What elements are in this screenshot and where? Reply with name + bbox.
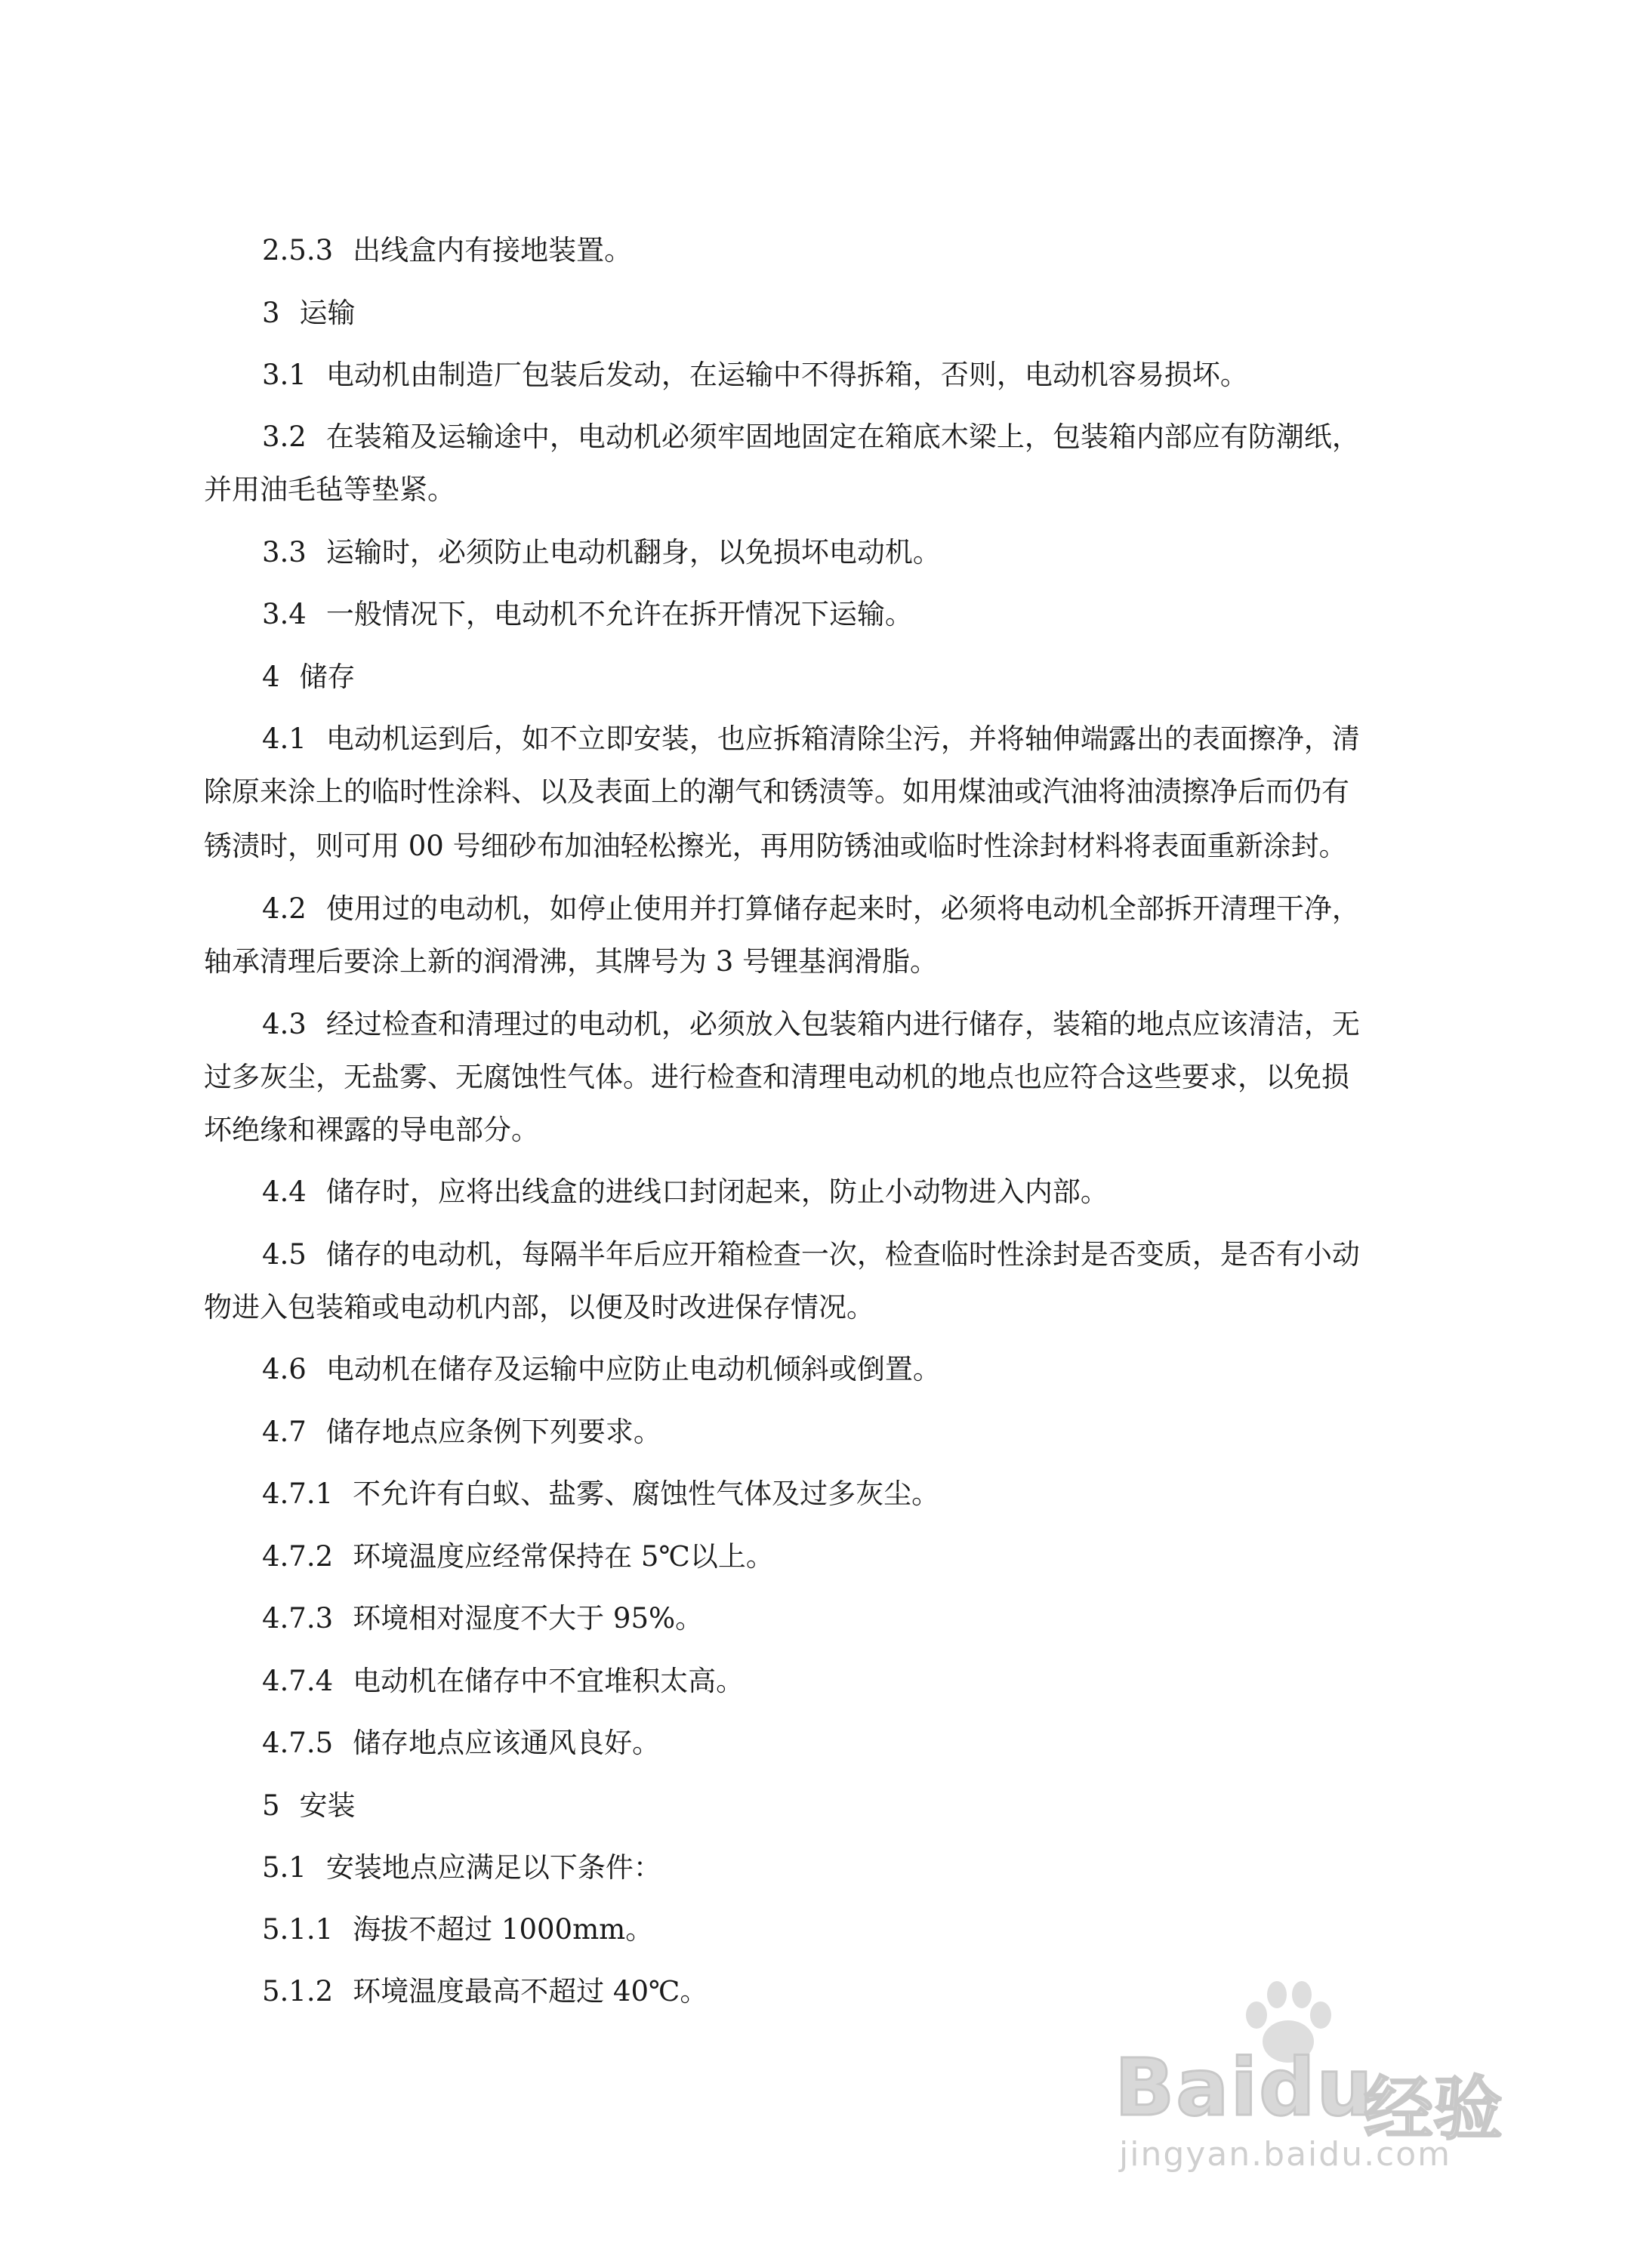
numbered-line <box>262 1008 1360 1041</box>
section-number: 5.1.1 <box>262 1913 334 1946</box>
section-number: 4.7.2 <box>262 1540 334 1573</box>
line-text: 环境相对湿度不大于 95%。 <box>353 1602 704 1635</box>
numbered-line <box>262 234 632 267</box>
continuation-line <box>204 1061 1349 1094</box>
line-text: 运输 <box>299 297 356 329</box>
line-text: 电动机在储存及运输中应防止电动机倾斜或倒置。 <box>325 1353 941 1385</box>
numbered-line <box>262 1416 661 1449</box>
line-text: 环境温度最高不超过 40℃。 <box>353 1975 708 2008</box>
continuation-line <box>204 830 1347 863</box>
continuation-line <box>204 1291 874 1324</box>
line-text: 安装 <box>299 1789 356 1822</box>
section-number: 3.3 <box>262 536 307 569</box>
watermark-cn: 经验 <box>1364 2069 1503 2149</box>
watermark-url: jingyan.baidu.com <box>1119 2135 1452 2174</box>
section-number: 3 <box>262 297 280 329</box>
numbered-line <box>262 1602 703 1635</box>
section-number: 4 <box>262 661 280 693</box>
section-number: 5.1.2 <box>262 1975 334 2008</box>
baidu-jingyan-watermark <box>1115 1974 1522 2185</box>
line-text: 物进入包装箱或电动机内部，以便及时改进保存情况。 <box>204 1291 874 1324</box>
section-number: 4.7.4 <box>262 1665 334 1697</box>
line-text: 经过检查和清理过的电动机，必须放入包装箱内进行储存，装箱的地点应该清洁，无 <box>325 1008 1360 1040</box>
line-text: 轴承清理后要涂上新的润滑沸，其牌号为 3 号锂基润滑脂。 <box>204 945 939 978</box>
line-text: 过多灰尘，无盐雾、无腐蚀性气体。进行检查和清理电动机的地点也应符合这些要求，以免损 <box>204 1061 1349 1093</box>
section-number: 3.4 <box>262 598 307 630</box>
line-text: 储存时，应将出线盒的进线口封闭起来，防止小动物进入内部。 <box>325 1176 1108 1208</box>
numbered-line <box>262 1975 708 2008</box>
numbered-line <box>262 1913 653 1946</box>
numbered-line <box>262 892 1360 926</box>
numbered-line <box>262 1540 774 1573</box>
numbered-line <box>262 1353 941 1386</box>
numbered-line <box>262 1665 744 1698</box>
continuation-line <box>204 1114 539 1147</box>
line-text: 不允许有白蚁、盐雾、腐蚀性气体及过多灰尘。 <box>353 1478 940 1510</box>
line-text: 环境温度应经常保持在 5℃以上。 <box>353 1540 774 1573</box>
line-text: 出线盒内有接地装置。 <box>353 234 633 267</box>
line-text: 锈渍时，则可用 00 号细砂布加油轻松擦光，再用防锈油或临时性涂封材料将表面重新涂封。 <box>204 830 1347 862</box>
numbered-line <box>262 723 1360 756</box>
numbered-line <box>262 1478 939 1511</box>
section-number: 4.1 <box>262 723 307 755</box>
section-number: 4.5 <box>262 1238 307 1271</box>
numbered-line <box>262 421 1360 454</box>
section-number: 5.1 <box>262 1851 307 1884</box>
line-text: 除原来涂上的临时性涂料、以及表面上的潮气和锈渍等。如用煤油或汽油将油渍擦净后而仍有 <box>204 775 1349 808</box>
numbered-line <box>262 1727 660 1760</box>
numbered-line <box>262 359 1248 392</box>
section-number: 4.6 <box>262 1353 307 1385</box>
section-number: 4.7 <box>262 1416 307 1448</box>
line-text: 一般情况下，电动机不允许在拆开情况下运输。 <box>325 598 913 630</box>
continuation-line <box>204 945 938 978</box>
numbered-line <box>262 1851 661 1884</box>
section-number: 3.2 <box>262 421 307 453</box>
section-number: 4.7.3 <box>262 1602 334 1635</box>
line-text: 储存地点应条例下列要求。 <box>325 1416 661 1448</box>
line-text: 并用油毛毡等垫紧。 <box>204 473 455 506</box>
section-number: 4.2 <box>262 892 307 925</box>
line-text: 储存地点应该通风良好。 <box>353 1727 661 1759</box>
line-text: 电动机由制造厂包装后发动，在运输中不得拆箱，否则，电动机容易损坏。 <box>325 359 1248 391</box>
numbered-line <box>262 661 356 694</box>
line-text: 使用过的电动机，如停止使用并打算储存起来时，必须将电动机全部拆开清理干净， <box>325 892 1360 925</box>
numbered-line <box>262 1238 1360 1271</box>
watermark-brand: Baidu <box>1115 2042 1374 2134</box>
line-text: 储存的电动机，每隔半年后应开箱检查一次，检查临时性涂封是否变质，是否有小动 <box>325 1238 1360 1271</box>
continuation-line <box>204 775 1349 809</box>
line-text: 坏绝缘和裸露的导电部分。 <box>204 1114 539 1146</box>
section-number: 3.1 <box>262 359 307 391</box>
numbered-line <box>262 1176 1108 1209</box>
section-number: 4.3 <box>262 1008 307 1040</box>
line-text: 运输时，必须防止电动机翻身，以免损坏电动机。 <box>325 536 941 569</box>
continuation-line <box>204 473 455 507</box>
section-number: 2.5.3 <box>262 234 334 267</box>
line-text: 电动机在储存中不宜堆积太高。 <box>353 1665 745 1697</box>
section-number: 4.7.1 <box>262 1478 334 1510</box>
line-text: 电动机运到后，如不立即安装，也应拆箱清除尘污，并将轴伸端露出的表面擦净，清 <box>325 723 1360 755</box>
section-number: 4.4 <box>262 1176 307 1208</box>
line-text: 在装箱及运输途中，电动机必须牢固地固定在箱底木梁上，包装箱内部应有防潮纸， <box>325 421 1360 453</box>
line-text: 储存 <box>299 661 356 693</box>
section-number: 4.7.5 <box>262 1727 334 1759</box>
section-number: 5 <box>262 1789 280 1822</box>
numbered-line <box>262 297 356 330</box>
line-text: 安装地点应满足以下条件： <box>325 1851 661 1884</box>
numbered-line <box>262 1789 356 1823</box>
line-text: 海拔不超过 1000mm。 <box>353 1913 654 1946</box>
numbered-line <box>262 536 941 569</box>
numbered-line <box>262 598 913 631</box>
